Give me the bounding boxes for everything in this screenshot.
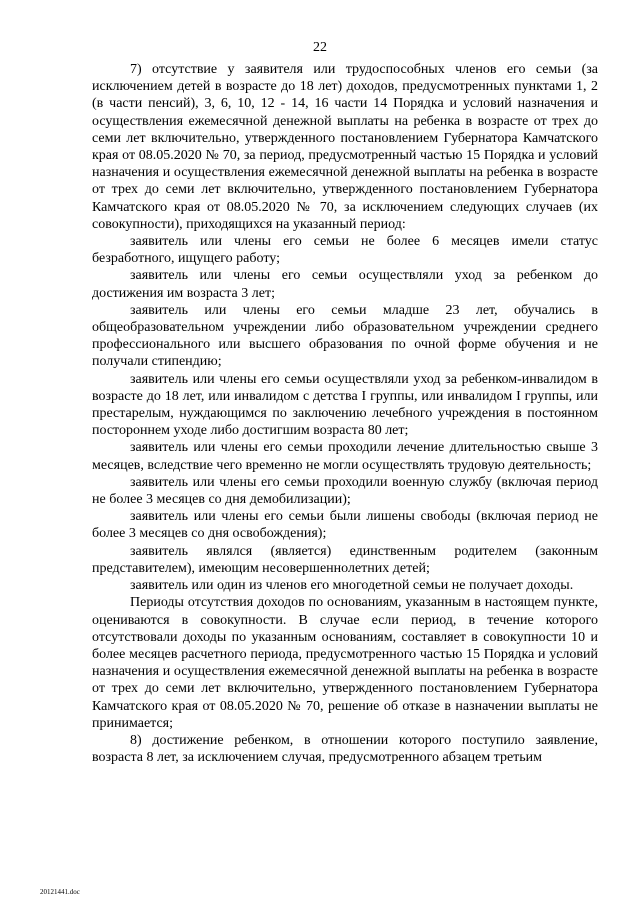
paragraph-child-care: заявитель или члены его семьи осуществляли уход за ребенком до достижения им возраста 3 лет; <box>92 268 598 301</box>
paragraph-imprisonment: заявитель или члены его семьи были лишены свободы (включая период не более 3 месяцев со дня освобождения); <box>92 509 598 542</box>
paragraph-students: заявитель или члены его семьи младше 23 лет, обучались в общеобразовательном учреждении либо образовательном учреждении среднего профессионального или высшего образования по очной форме обучения и не получали стипендию; <box>92 302 598 370</box>
paragraph-item-7: 7) отсутствие у заявителя или трудоспособных членов его семьи (за исключением детей в возрасте до 18 лет) доходов, предусмотренных пунктами 1, 2 (в части пенсий), 3, 6, 10, 12 - 14, 16 части 14 Порядка и условий назначения и осуществления ежемесячной денежной выплаты на ребенка в возрасте от трех до семи лет включительно, утвержденного постановлением Губернатора Камчатского края от 08.05.2020 № 70, за период, предусмотренный частью 15 Порядка и условий назначения и осуществления ежемесячной денежной выплаты на ребенка в возрасте от трех до семи лет включительно, утвержденного постановлением Губернатора Камчатского края от 08.05.2020 № 70, за исключением следующих случаев (их совокупности), приходящихся на указанный период: <box>92 62 598 232</box>
paragraph-military-service: заявитель или члены его семьи проходили военную службу (включая период не более 3 месяцев со дня демобилизации); <box>92 474 598 508</box>
paragraph-large-family: заявитель или один из членов его многодетной семьи не получает доходы. <box>130 578 574 594</box>
paragraph-medical-treatment: заявитель или члены его семьи проходили лечение длительностью свыше 3 месяцев, вследствие чего временно не могли осуществлять трудовую деятельность; <box>92 440 598 473</box>
paragraph-unemployed: заявитель или члены его семьи не более 6 месяцев имели статус безработного, ищущего работу; <box>92 234 598 267</box>
paragraph-periods: Периоды отсутствия доходов по основаниям, указанным в настоящем пункте, оцениваются в совокупности. В случае если период, в течение которого отсутствовали доходы по указанным основаниям, составляет в совокупности 10 и более месяцев расчетного периода, предусмотренного частью 15 Порядка и условий назначения и осуществления ежемесячной денежной выплаты на ребенка в возрасте от трех до семи лет включительно, утвержденного постановлением Губернатора Камчатского края от 08.05.2020 № 70, решение об отказе в назначении выплаты не принимается; <box>92 595 598 731</box>
page-number: 22 <box>313 40 327 55</box>
file-name-footer: 20121441.doc <box>40 888 80 896</box>
paragraph-item-8: 8) достижение ребенком, в отношении которого поступило заявление, возраста 8 лет, за исключением случая, предусмотренного абзацем третьим <box>92 732 598 766</box>
paragraph-disabled-care: заявитель или члены его семьи осуществляли уход за ребенком-инвалидом в возрасте до 18 лет, или инвалидом с детства I группы, или инвалидом I группы, или престарелым, нуждающимся по заключению лечебного учреждения в постоянном постороннем уходе либо достигшим возраста 80 лет; <box>92 371 598 439</box>
document-body <box>92 61 598 766</box>
paragraph-single-parent: заявитель являлся (является) единственным родителем (законным представителем), имеющим несовершеннолетних детей; <box>92 543 598 576</box>
